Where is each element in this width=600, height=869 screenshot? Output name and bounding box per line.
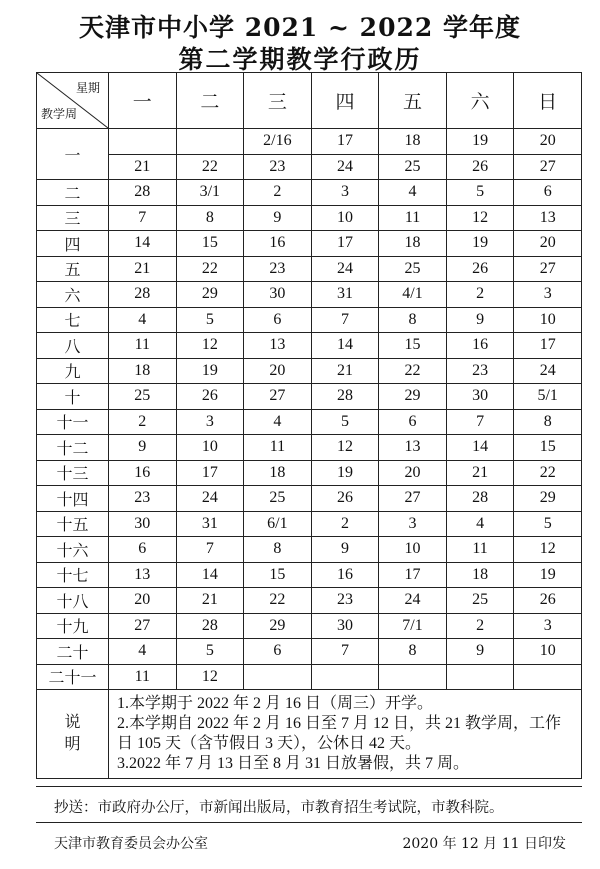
date-cell: 13	[109, 562, 177, 588]
date-cell: 20	[514, 129, 582, 155]
date-cell: 19	[176, 358, 244, 384]
week-label: 十七	[37, 562, 109, 588]
day-header: 二	[176, 73, 244, 129]
date-cell: 28	[446, 486, 514, 512]
week-row	[37, 231, 582, 257]
notes-row	[37, 690, 582, 779]
date-cell: 7	[109, 205, 177, 231]
divider	[36, 786, 582, 787]
cc-line: 抄送：市政府办公厅，市新闻出版局，市教育招生考试院，市教科院。	[54, 800, 504, 816]
date-cell: 13	[244, 333, 312, 359]
date-cell: 20	[379, 460, 447, 486]
day-header: 三	[244, 73, 312, 129]
date-cell: 4/1	[379, 282, 447, 308]
date-cell: 2	[109, 409, 177, 435]
date-cell: 17	[379, 562, 447, 588]
date-cell: 2/16	[244, 129, 312, 155]
date-cell: 17	[176, 460, 244, 486]
date-cell: 11	[244, 435, 312, 461]
document-title: 天津市中小学 2021 ~ 2022 学年度	[79, 13, 521, 42]
date-cell: 12	[311, 435, 379, 461]
day-header: 日	[514, 73, 582, 129]
date-cell: 4	[379, 180, 447, 206]
date-cell: 5	[176, 639, 244, 665]
date-cell: 26	[176, 384, 244, 410]
week-label: 四	[37, 231, 109, 257]
date-cell: 19	[514, 562, 582, 588]
date-cell: 15	[379, 333, 447, 359]
date-cell: 8	[514, 409, 582, 435]
date-cell: 20	[244, 358, 312, 384]
week-row	[37, 409, 582, 435]
notes-content	[109, 690, 582, 779]
date-cell: 21	[176, 588, 244, 614]
date-cell: 21	[109, 154, 177, 180]
date-cell: 10	[514, 639, 582, 665]
date-cell: 17	[311, 129, 379, 155]
week-row	[37, 639, 582, 665]
date-cell: 28	[311, 384, 379, 410]
weekday-axis-label: 星期	[75, 81, 100, 95]
week-label: 二	[37, 180, 109, 206]
date-cell: 23	[244, 154, 312, 180]
date-cell: 23	[446, 358, 514, 384]
date-cell: 26	[446, 154, 514, 180]
date-cell: 15	[244, 562, 312, 588]
date-cell: 27	[109, 613, 177, 639]
week-label: 十八	[37, 588, 109, 614]
date-cell: 21	[446, 460, 514, 486]
week-label: 一	[37, 129, 109, 180]
issuer: 天津市教育委员会办公室	[54, 836, 208, 852]
date-cell: 12	[176, 333, 244, 359]
date-cell: 7/1	[379, 613, 447, 639]
week-row	[37, 664, 582, 690]
date-cell: 11	[446, 537, 514, 563]
date-cell: 9	[446, 639, 514, 665]
week-row	[37, 282, 582, 308]
date-cell: 28	[109, 282, 177, 308]
date-cell: 13	[379, 435, 447, 461]
date-cell: 25	[379, 256, 447, 282]
date-cell: 18	[109, 358, 177, 384]
week-row	[37, 460, 582, 486]
date-cell: 26	[311, 486, 379, 512]
date-cell	[514, 664, 582, 690]
date-cell: 25	[109, 384, 177, 410]
week-label: 十四	[37, 486, 109, 512]
date-cell	[379, 664, 447, 690]
date-cell: 3	[514, 613, 582, 639]
date-cell: 24	[311, 256, 379, 282]
issue-date: 2020 年 12 月 11 日印发	[402, 836, 566, 852]
date-cell: 3	[379, 511, 447, 537]
date-cell: 27	[514, 256, 582, 282]
date-cell: 25	[446, 588, 514, 614]
corner-cell	[37, 73, 109, 129]
week-row	[37, 358, 582, 384]
week-label: 十一	[37, 409, 109, 435]
date-cell: 14	[311, 333, 379, 359]
day-header: 六	[446, 73, 514, 129]
date-cell: 7	[446, 409, 514, 435]
date-cell: 6	[109, 537, 177, 563]
date-cell: 9	[244, 205, 312, 231]
date-cell: 5	[446, 180, 514, 206]
date-cell	[446, 664, 514, 690]
week-row	[37, 384, 582, 410]
date-cell: 18	[244, 460, 312, 486]
date-cell: 25	[244, 486, 312, 512]
date-cell: 7	[311, 307, 379, 333]
date-cell: 7	[176, 537, 244, 563]
date-cell: 3	[514, 282, 582, 308]
date-cell: 10	[514, 307, 582, 333]
date-cell: 11	[109, 664, 177, 690]
date-cell: 2	[446, 613, 514, 639]
date-cell: 29	[176, 282, 244, 308]
date-cell: 16	[311, 562, 379, 588]
date-cell: 9	[109, 435, 177, 461]
week-row	[37, 537, 582, 563]
week-label: 二十	[37, 639, 109, 665]
date-cell: 23	[109, 486, 177, 512]
date-cell: 27	[244, 384, 312, 410]
date-cell: 4	[244, 409, 312, 435]
date-cell: 18	[379, 231, 447, 257]
date-cell: 8	[176, 205, 244, 231]
date-cell: 31	[176, 511, 244, 537]
week-label: 十九	[37, 613, 109, 639]
date-cell: 5	[311, 409, 379, 435]
date-cell: 3/1	[176, 180, 244, 206]
week-row	[37, 180, 582, 206]
date-cell: 3	[311, 180, 379, 206]
week-row	[37, 256, 582, 282]
note-line: 2.本学期自 2022 年 2 月 16 日至 7 月 12 日，共 21 教学周，工作日 105 天（含节假日 3 天），公休日 42 天。	[117, 715, 562, 752]
date-cell: 2	[244, 180, 312, 206]
date-cell: 8	[379, 307, 447, 333]
day-header: 四	[311, 73, 379, 129]
document-subtitle: 第二学期教学行政历	[178, 45, 422, 74]
divider	[36, 822, 582, 823]
date-cell: 16	[244, 231, 312, 257]
date-cell: 3	[176, 409, 244, 435]
calendar-table	[36, 72, 582, 779]
week-label: 十六	[37, 537, 109, 563]
date-cell: 26	[446, 256, 514, 282]
week-row	[37, 333, 582, 359]
date-cell: 25	[379, 154, 447, 180]
date-cell: 16	[446, 333, 514, 359]
date-cell: 9	[446, 307, 514, 333]
note-line: 1.本学期于 2022 年 2 月 16 日（周三）开学。	[117, 695, 434, 712]
date-cell: 6	[379, 409, 447, 435]
date-cell: 30	[311, 613, 379, 639]
week-label: 八	[37, 333, 109, 359]
date-cell	[176, 129, 244, 155]
date-cell: 17	[311, 231, 379, 257]
week-label: 十	[37, 384, 109, 410]
date-cell: 20	[514, 231, 582, 257]
date-cell: 16	[109, 460, 177, 486]
date-cell: 6	[514, 180, 582, 206]
week-label: 三	[37, 205, 109, 231]
date-cell: 11	[379, 205, 447, 231]
date-cell: 12	[176, 664, 244, 690]
date-cell: 31	[311, 282, 379, 308]
date-cell: 5/1	[514, 384, 582, 410]
week-row	[37, 205, 582, 231]
note-line: 3.2022 年 7 月 13 日至 8 月 31 日放暑假，共 7 周。	[117, 755, 470, 772]
date-cell: 26	[514, 588, 582, 614]
week-row	[37, 435, 582, 461]
date-cell: 30	[446, 384, 514, 410]
date-cell: 22	[379, 358, 447, 384]
date-cell: 22	[514, 460, 582, 486]
week-row	[37, 129, 582, 155]
date-cell: 14	[446, 435, 514, 461]
date-cell: 20	[109, 588, 177, 614]
date-cell: 19	[446, 129, 514, 155]
week-label: 十五	[37, 511, 109, 537]
date-cell: 6	[244, 307, 312, 333]
date-cell: 8	[244, 537, 312, 563]
date-cell: 10	[311, 205, 379, 231]
week-label: 二十一	[37, 664, 109, 690]
date-cell: 15	[514, 435, 582, 461]
date-cell: 28	[109, 180, 177, 206]
date-cell: 12	[514, 537, 582, 563]
date-cell: 6	[244, 639, 312, 665]
date-cell: 4	[109, 639, 177, 665]
date-cell: 27	[379, 486, 447, 512]
day-header: 一	[109, 73, 177, 129]
week-row	[37, 562, 582, 588]
week-label: 六	[37, 282, 109, 308]
week-label: 五	[37, 256, 109, 282]
date-cell	[311, 664, 379, 690]
date-cell: 13	[514, 205, 582, 231]
day-header: 五	[379, 73, 447, 129]
week-label: 十三	[37, 460, 109, 486]
date-cell: 29	[514, 486, 582, 512]
date-cell: 24	[379, 588, 447, 614]
date-cell: 7	[311, 639, 379, 665]
week-axis-label: 教学周	[41, 107, 78, 121]
date-cell: 5	[514, 511, 582, 537]
date-cell	[109, 129, 177, 155]
date-cell: 30	[109, 511, 177, 537]
notes-label: 说 明	[37, 690, 109, 779]
date-cell: 4	[109, 307, 177, 333]
date-cell: 21	[109, 256, 177, 282]
date-cell: 10	[176, 435, 244, 461]
week-label: 九	[37, 358, 109, 384]
date-cell: 23	[244, 256, 312, 282]
week-row	[37, 486, 582, 512]
week-row	[37, 588, 582, 614]
week-row	[37, 154, 582, 180]
week-label: 十二	[37, 435, 109, 461]
date-cell: 4	[446, 511, 514, 537]
week-label: 七	[37, 307, 109, 333]
date-cell: 22	[244, 588, 312, 614]
date-cell: 23	[311, 588, 379, 614]
date-cell: 8	[379, 639, 447, 665]
date-cell: 14	[109, 231, 177, 257]
date-cell: 22	[176, 154, 244, 180]
week-row	[37, 307, 582, 333]
date-cell: 29	[379, 384, 447, 410]
date-cell: 19	[311, 460, 379, 486]
header-row	[37, 73, 582, 129]
date-cell: 24	[311, 154, 379, 180]
date-cell: 10	[379, 537, 447, 563]
week-row	[37, 511, 582, 537]
week-row	[37, 613, 582, 639]
date-cell: 5	[176, 307, 244, 333]
date-cell: 12	[446, 205, 514, 231]
date-cell: 2	[311, 511, 379, 537]
date-cell: 19	[446, 231, 514, 257]
date-cell: 24	[176, 486, 244, 512]
date-cell: 18	[446, 562, 514, 588]
date-cell: 9	[311, 537, 379, 563]
date-cell: 18	[379, 129, 447, 155]
date-cell: 29	[244, 613, 312, 639]
date-cell: 6/1	[244, 511, 312, 537]
date-cell: 24	[514, 358, 582, 384]
date-cell: 11	[109, 333, 177, 359]
date-cell: 28	[176, 613, 244, 639]
date-cell: 15	[176, 231, 244, 257]
date-cell: 14	[176, 562, 244, 588]
date-cell: 30	[244, 282, 312, 308]
date-cell: 2	[446, 282, 514, 308]
date-cell: 17	[514, 333, 582, 359]
date-cell: 22	[176, 256, 244, 282]
date-cell	[244, 664, 312, 690]
date-cell: 21	[311, 358, 379, 384]
date-cell: 27	[514, 154, 582, 180]
